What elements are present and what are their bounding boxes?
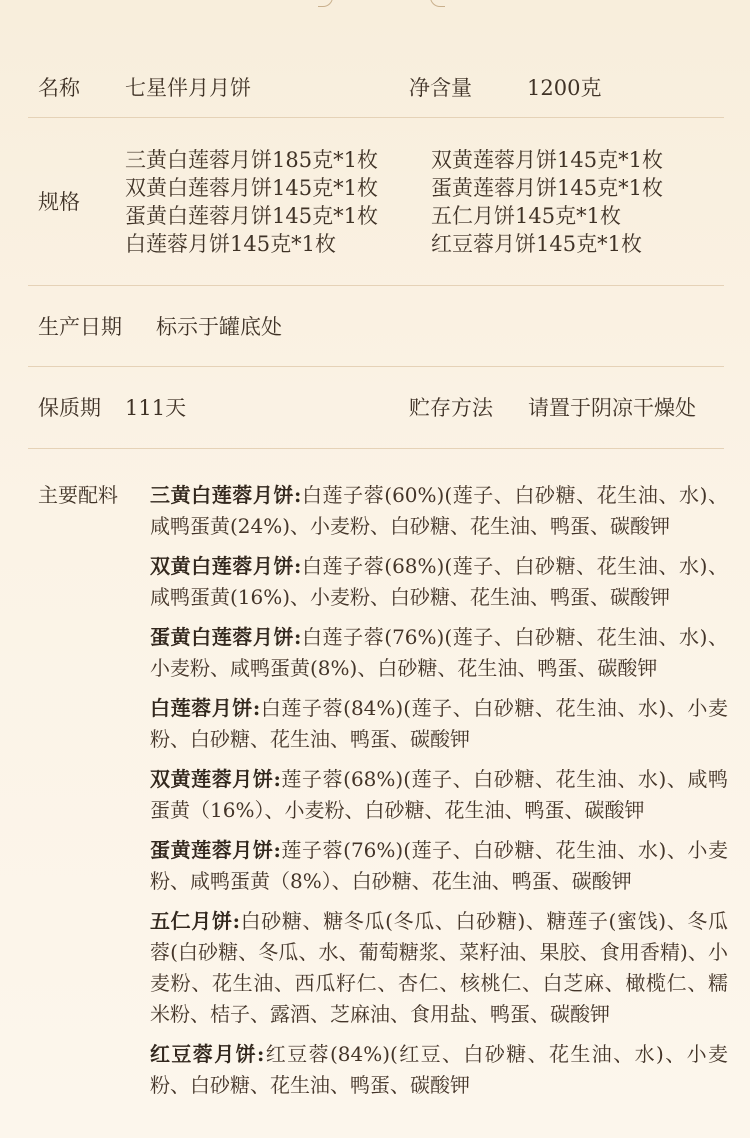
spec-item: 蛋黄莲蓉月饼145克*1枚 [431,176,663,200]
name-label: 名称 [38,76,80,100]
info-row-production-date [28,286,724,367]
spec-label: 规格 [38,190,80,214]
ingredient-desc: 白莲子蓉(68%)(莲子、白砂糖、花生油、水)、咸鸭蛋黄(16%)、小麦粉、白砂糖、花生油、鸭蛋、碳酸钾 [150,554,728,609]
ingredient-desc: 白莲子蓉(84%)(莲子、白砂糖、花生油、水)、小麦粉、白砂糖、花生油、鸭蛋、碳酸钾 [150,696,728,751]
ingredients-list [150,480,728,1110]
spec-left-column [125,146,378,258]
ingredient-name: 蛋黄莲蓉月饼: [150,838,281,862]
net-weight-label: 净含量 [409,76,472,100]
ornament-curve-right [430,0,445,7]
product-info-table [28,58,724,449]
ingredient-desc: 白莲子蓉(76%)(莲子、白砂糖、花生油、水)、小麦粉、咸鸭蛋黄(8%)、白砂糖、花生油、鸭蛋、碳酸钾 [150,625,728,680]
spec-item: 三黄白莲蓉月饼185克*1枚 [125,148,378,172]
ingredients-label: 主要配料 [38,483,118,507]
shelf-life-value: 111天 [125,396,187,420]
ingredient-name: 五仁月饼: [150,909,240,933]
ingredient-item [150,764,728,826]
spec-item: 红豆蓉月饼145克*1枚 [431,232,642,256]
ingredient-name: 双黄白莲蓉月饼: [150,554,302,578]
ingredient-desc: 莲子蓉(68%)(莲子、白砂糖、花生油、水)、咸鸭蛋黄（16%）、小麦粉、白砂糖、花生油、鸭蛋、碳酸钾 [150,767,728,822]
production-date-value: 标示于罐底处 [156,315,282,339]
ornament-curve-left [318,0,333,7]
ingredient-item [150,1039,728,1101]
ingredient-item [150,906,728,1030]
ingredient-name: 白莲蓉月饼: [150,696,261,720]
ingredient-item [150,835,728,897]
top-ornament [0,0,750,10]
ingredient-desc: 红豆蓉(84%)(红豆、白砂糖、花生油、水)、小麦粉、白砂糖、花生油、鸭蛋、碳酸钾 [150,1042,728,1097]
ingredient-item [150,480,728,542]
spec-item: 双黄莲蓉月饼145克*1枚 [431,148,663,172]
ingredient-item [150,551,728,613]
ingredient-desc: 白莲子蓉(60%)(莲子、白砂糖、花生油、水)、咸鸭蛋黄(24%)、小麦粉、白砂糖、花生油、鸭蛋、碳酸钾 [150,483,728,538]
spec-item: 白莲蓉月饼145克*1枚 [125,232,336,256]
ingredient-name: 蛋黄白莲蓉月饼: [150,625,302,649]
spec-right-column [431,146,663,258]
name-value: 七星伴月月饼 [125,76,251,100]
ingredient-desc: 白砂糖、糖冬瓜(冬瓜、白砂糖)、糖莲子(蜜饯)、冬瓜蓉(白砂糖、冬瓜、水、葡萄糖浆、菜籽油、果胶、食用香精)、小麦粉、花生油、西瓜籽仁、杏仁、核桃仁、白芝麻、橄榄仁、糯米粉、桔子、露酒、芝麻油、食用盐、鸭蛋、碳酸钾 [150,909,728,1026]
shelf-life-label: 保质期 [38,396,101,420]
ingredient-item [150,693,728,755]
production-date-label: 生产日期 [38,315,122,339]
spec-item: 五仁月饼145克*1枚 [431,204,621,228]
ingredient-name: 三黄白莲蓉月饼: [150,483,302,507]
info-row-shelf-life [28,367,724,449]
storage-value: 请置于阴凉干燥处 [528,396,696,420]
ingredient-name: 红豆蓉月饼: [150,1042,265,1066]
spec-item: 蛋黄白莲蓉月饼145克*1枚 [125,204,378,228]
info-row-spec [28,118,724,286]
ingredient-desc: 莲子蓉(76%)(莲子、白砂糖、花生油、水)、小麦粉、咸鸭蛋黄（8%）、白砂糖、花生油、鸭蛋、碳酸钾 [150,838,728,893]
ingredient-item [150,622,728,684]
spec-item: 双黄白莲蓉月饼145克*1枚 [125,176,378,200]
storage-label: 贮存方法 [409,396,493,420]
info-row-name [28,58,724,118]
ingredient-name: 双黄莲蓉月饼: [150,767,281,791]
net-weight-value: 1200克 [527,76,602,100]
